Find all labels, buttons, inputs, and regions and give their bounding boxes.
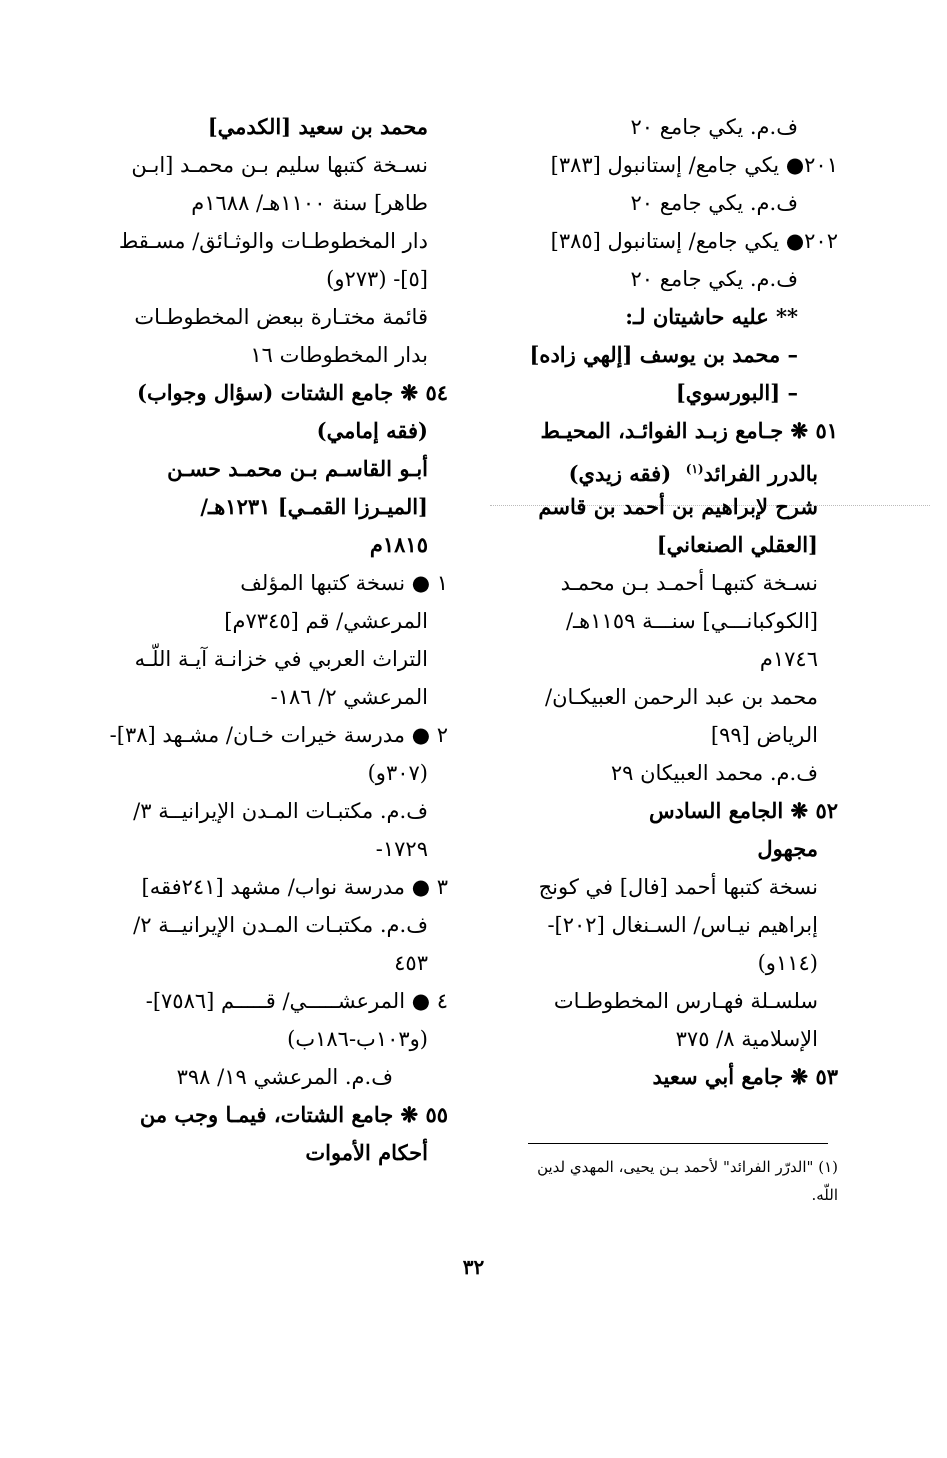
line-text: ف.م. مكتبـات المـدن الإيرانيــة ٢/ bbox=[133, 913, 428, 937]
text-line bbox=[110, 982, 448, 1020]
left-column bbox=[110, 108, 448, 1172]
line-text: الإسلامية ٨/ ٣٧٥ bbox=[675, 1027, 818, 1051]
text-line bbox=[110, 260, 448, 298]
text-line bbox=[110, 412, 448, 450]
line-text: ٢٠١● يكي جامع/ إستانبول [٣٨٣] bbox=[550, 153, 838, 177]
text-line bbox=[496, 868, 838, 906]
text-line bbox=[496, 298, 838, 336]
line-text: ف.م. يكي جامع ٢٠ bbox=[630, 191, 798, 215]
line-text: ١٨١٥م bbox=[369, 532, 428, 557]
text-line bbox=[110, 792, 448, 830]
line-text: التراث العربي في خزانـة آيـة اللّـه bbox=[134, 647, 428, 671]
text-line bbox=[110, 450, 448, 488]
text-line bbox=[110, 678, 448, 716]
line-text: – [البورسوي] bbox=[675, 380, 798, 405]
footnote-separator bbox=[528, 1143, 828, 1144]
line-text: (٣٠٧و) bbox=[367, 761, 428, 785]
line-text: ف.م. يكي جامع ٢٠ bbox=[630, 115, 798, 139]
line-text: ١٧٤٦م bbox=[759, 647, 818, 671]
line-text: ف.م. المرعشي ١٩/ ٣٩٨ bbox=[176, 1065, 393, 1089]
text-line bbox=[496, 792, 838, 830]
text-line bbox=[496, 374, 838, 412]
text-line bbox=[110, 1134, 448, 1172]
text-line bbox=[496, 678, 838, 716]
line-text: مجهول bbox=[757, 836, 818, 861]
text-line bbox=[110, 1058, 448, 1096]
text-line bbox=[496, 906, 838, 944]
page-number: ٣٢ bbox=[462, 1255, 485, 1279]
text-line bbox=[110, 1020, 448, 1058]
line-text: سلسـلة فهـارس المخطوطـات bbox=[553, 989, 818, 1013]
line-text: ٥٥ ❋ جامع الشتات، فيمـا وجب من bbox=[139, 1102, 448, 1127]
line-text: أبـو القاسـم بـن محمـد حسـن bbox=[167, 456, 428, 481]
text-line bbox=[110, 374, 448, 412]
line-text: (فقه إمامي) bbox=[316, 418, 428, 443]
line-text: دار المخطوطـات والوثـائق/ مسـقط bbox=[118, 229, 428, 253]
text-line bbox=[496, 146, 838, 184]
text-line bbox=[496, 1058, 838, 1096]
text-line bbox=[496, 1020, 838, 1058]
line-text: [العقلي الصنعاني] bbox=[656, 532, 818, 557]
line-text: محمد بن سعيد [الكدمي] bbox=[207, 114, 428, 139]
text-line bbox=[110, 184, 448, 222]
line-text: نسـخة كتبهـا أحمـد بـن محمـد bbox=[560, 571, 818, 595]
footnote-marker: (١) bbox=[685, 462, 704, 476]
text-line bbox=[110, 564, 448, 602]
line-text: الرياض [٩٩] bbox=[710, 723, 818, 747]
text-line bbox=[496, 526, 838, 564]
line-text: أحكام الأموات bbox=[305, 1140, 428, 1165]
line-text-tail: (فقه زيدي) bbox=[568, 461, 686, 486]
text-line bbox=[110, 754, 448, 792]
line-text: [الكوكبانـــي] سنـــة ١١٥٩هـ/ bbox=[565, 609, 818, 633]
line-text: ٥١ ❋ جـامع زبـد الفوائـد، المحيـط bbox=[540, 418, 838, 443]
line-text: ٢ ● مدرسة خيرات خـان/ مشـهد [٣٨]- bbox=[109, 723, 448, 747]
line-text: ٥٤ ❋ جامع الشتات (سؤال وجواب) bbox=[137, 380, 448, 405]
text-line bbox=[496, 412, 838, 450]
text-line bbox=[110, 336, 448, 374]
text-line bbox=[496, 716, 838, 754]
text-line bbox=[496, 754, 838, 792]
line-text: ف.م. محمد العبيكان ٢٩ bbox=[610, 761, 818, 785]
line-text: ١ ● نسخة كتبها المؤلف bbox=[240, 571, 448, 595]
line-text: شرح لإبراهيم بن أحمد بن قاسم bbox=[538, 494, 818, 519]
line-text: [٥]- (٢٧٣و) bbox=[326, 267, 428, 291]
line-text: المرعشي ٢/ ١٨٦- bbox=[270, 685, 428, 709]
text-line bbox=[110, 716, 448, 754]
line-text: إبراهيم نيـاس/ السـنغال [٢٠٢]- bbox=[547, 913, 818, 937]
line-text: قائمة مختـارة ببعض المخطوطـات bbox=[134, 305, 428, 329]
line-text: نسخة كتبها أحمد [فال] في كونج bbox=[538, 875, 818, 899]
text-line bbox=[110, 298, 448, 336]
text-line bbox=[110, 640, 448, 678]
text-line bbox=[496, 450, 838, 488]
text-line bbox=[110, 488, 448, 526]
text-line bbox=[496, 108, 838, 146]
line-text: ٥٣ ❋ جامع أبي سعيد bbox=[652, 1064, 838, 1089]
text-line bbox=[496, 184, 838, 222]
text-line bbox=[110, 108, 448, 146]
text-line bbox=[110, 830, 448, 868]
text-line bbox=[110, 146, 448, 184]
text-line bbox=[496, 564, 838, 602]
text-line bbox=[110, 944, 448, 982]
line-text: بالدرر الفرائد bbox=[703, 461, 818, 486]
text-line bbox=[496, 944, 838, 982]
footnote-line-1: (١) "الدرّر الفرائد" لأحمد بـن يحيى، المهدي لدين bbox=[537, 1158, 838, 1176]
line-text: ١٧٢٩- bbox=[375, 837, 428, 861]
line-text: ٤٥٣ bbox=[394, 951, 428, 975]
line-text: نسـخة كتبها سليم بـن محمـد [ابـن bbox=[131, 153, 428, 177]
line-text: (و١٠٣ب-١٨٦ب) bbox=[287, 1027, 428, 1051]
line-text: محمد بن عبد الرحمن العبيكـان/ bbox=[545, 685, 818, 709]
line-text: ف.م. يكي جامع ٢٠ bbox=[630, 267, 798, 291]
line-text: بدار المخطوطات ١٦ bbox=[250, 343, 428, 367]
line-text: ٣ ● مدرسة نواب/ مشهد [٢٤١فقه] bbox=[141, 875, 448, 899]
text-line bbox=[110, 1096, 448, 1134]
text-line bbox=[110, 222, 448, 260]
right-column bbox=[496, 108, 838, 1096]
line-text: المرعشي/ قم [٧٣٤٥م] bbox=[224, 609, 428, 633]
text-line bbox=[496, 640, 838, 678]
line-text: ** عليه حاشيتان لـ: bbox=[625, 304, 798, 329]
line-text: طاهر] سنة ١١٠٠هـ/ ١٦٨٨م bbox=[191, 191, 428, 215]
text-line bbox=[110, 602, 448, 640]
line-text: ٥٢ ❋ الجامع السادس bbox=[648, 798, 838, 823]
text-line bbox=[110, 868, 448, 906]
line-text: [الميـرزا القمـي] ١٢٣١هـ/ bbox=[200, 494, 428, 519]
line-text: ٢٠٢● يكي جامع/ إستانبول [٣٨٥] bbox=[550, 229, 838, 253]
text-line bbox=[496, 488, 838, 526]
text-line bbox=[496, 222, 838, 260]
text-line bbox=[496, 260, 838, 298]
line-text: ف.م. مكتبـات المـدن الإيرانيــة ٣/ bbox=[133, 799, 428, 823]
text-line bbox=[496, 336, 838, 374]
text-line bbox=[496, 982, 838, 1020]
text-line bbox=[496, 602, 838, 640]
line-text: ٤ ● المرعشـــــي/ قـــــم [٧٥٨٦]- bbox=[145, 989, 448, 1013]
text-line bbox=[110, 526, 448, 564]
line-text: (١١٤و) bbox=[757, 951, 818, 975]
text-line bbox=[110, 906, 448, 944]
footnote bbox=[496, 1153, 838, 1209]
footnote-line-2: اللّه. bbox=[811, 1186, 838, 1204]
line-text: – محمد بن يوسف [إلهي زاده] bbox=[529, 342, 798, 367]
text-line bbox=[496, 830, 838, 868]
